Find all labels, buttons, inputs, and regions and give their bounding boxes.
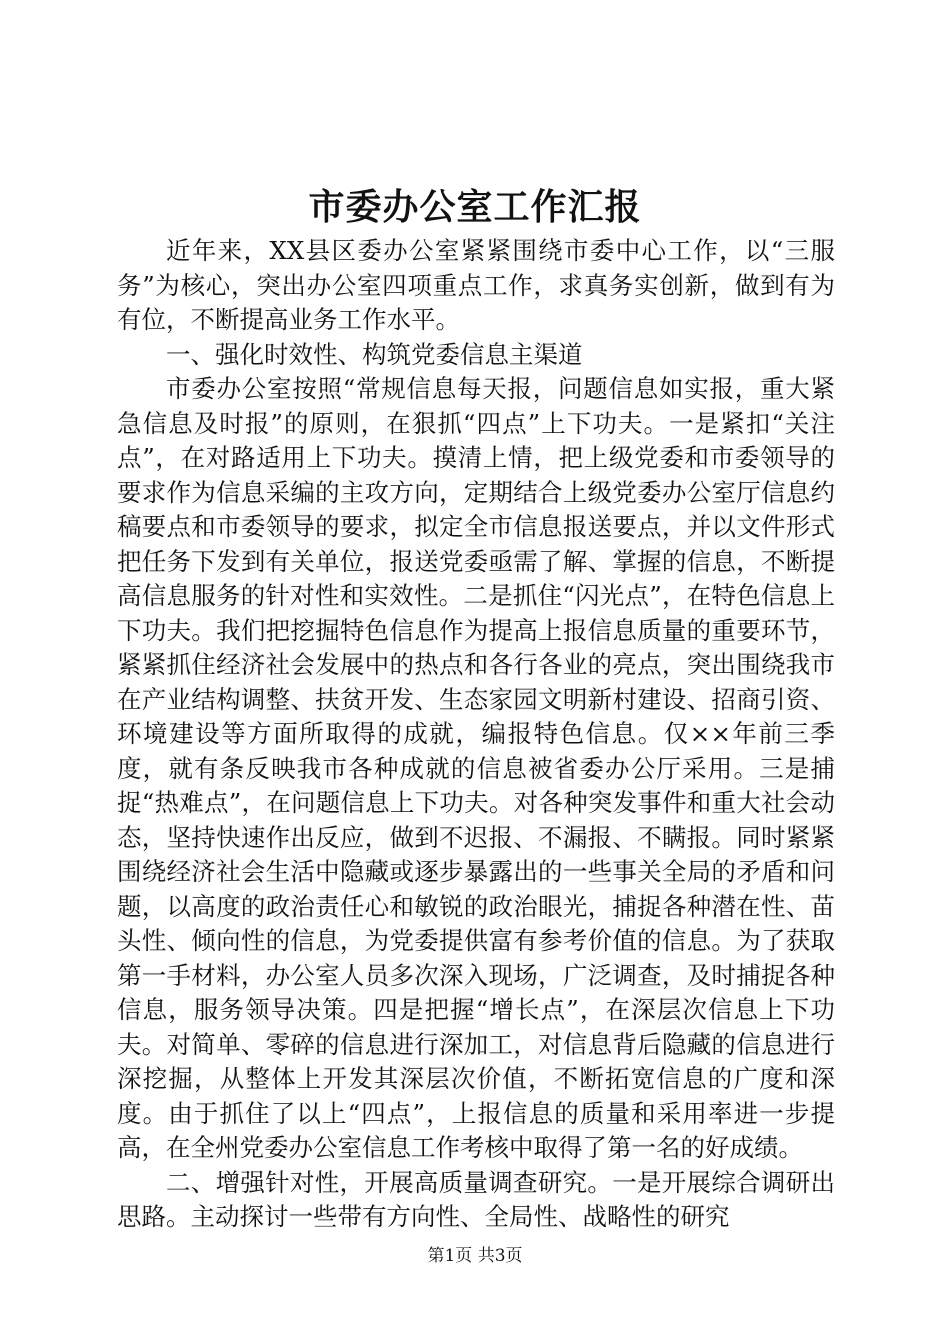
document-title: 市委办公室工作汇报 bbox=[308, 186, 642, 228]
paragraph-section-1: 市委办公室按照“常规信息每天报，问题信息如实报，重大紧急信息及时报”的原则，在狠抓“四点”上下功夫。一是紧扣“关注点”，在对路适用上下功夫。摸清上情，把上级党委和市委领导的要求作为信息采编的主攻方向，定期结合上级党委办公室厅信息约稿要点和市委领导的要求，拟定全市信息报送要点，并以文件形式把任务下发到有关单位，报送党委亟需了解、掌握的信息，不断提高信息服务的针对性和实效性。二是抓住“闪光点”，在特色信息上下功夫。我们把挖掘特色信息作为提高上报信息质量的重要环节，紧紧抓住经济社会发展中的热点和各行各业的亮点，突出围绕我市在产业结构调整、扶贫开发、生态家园文明新村建设、招商引资、环境建设等方面所取得的成就，编报特色信息。仅××年前三季度，就有条反映我市各种成就的信息被省委办公厅采用。三是捕捉“热难点”，在问题信息上下功夫。对各种突发事件和重大社会动态，坚持快速作出反应，做到不迟报、不漏报、不瞒报。同时紧紧围绕经济社会生活中隐藏或逐步暴露出的一些事关全局的矛盾和问题，以高度的政治责任心和敏锐的政治眼光，捕捉各种潜在性、苗头性、倾向性的信息，为党委提供富有参考价值的信息。为了获取第一手材料，办公室人员多次深入现场，广泛调查，及时捕捉各种信息，服务领导决策。四是把握“增长点”，在深层次信息上下功夫。对简单、零碎的信息进行深加工，对信息背后隐藏的信息进行深挖掘，从整体上开发其深层次价值，不断拓宽信息的广度和深度。由于抓住了以上“四点”，上报信息的质量和采用率进一步提高，在全州党委办公室信息工作考核中取得了第一名的好成绩。 bbox=[117, 374, 835, 1162]
page-number: 第1页 共3页 bbox=[427, 1246, 523, 1266]
document-body bbox=[117, 234, 835, 1235]
section-heading-1: 一、强化时效性、构筑党委信息主渠道 bbox=[166, 339, 583, 369]
paragraph-section-2: 二、增强针对性，开展高质量调查研究。一是开展综合调研出思路。主动探讨一些带有方向性、全局性、战略性的研究 bbox=[117, 1167, 835, 1231]
paragraph-intro: 近年来，XX县区委办公室紧紧围绕市委中心工作，以“三服务”为核心，突出办公室四项重点工作，求真务实创新，做到有为有位，不断提高业务工作水平。 bbox=[117, 236, 835, 334]
